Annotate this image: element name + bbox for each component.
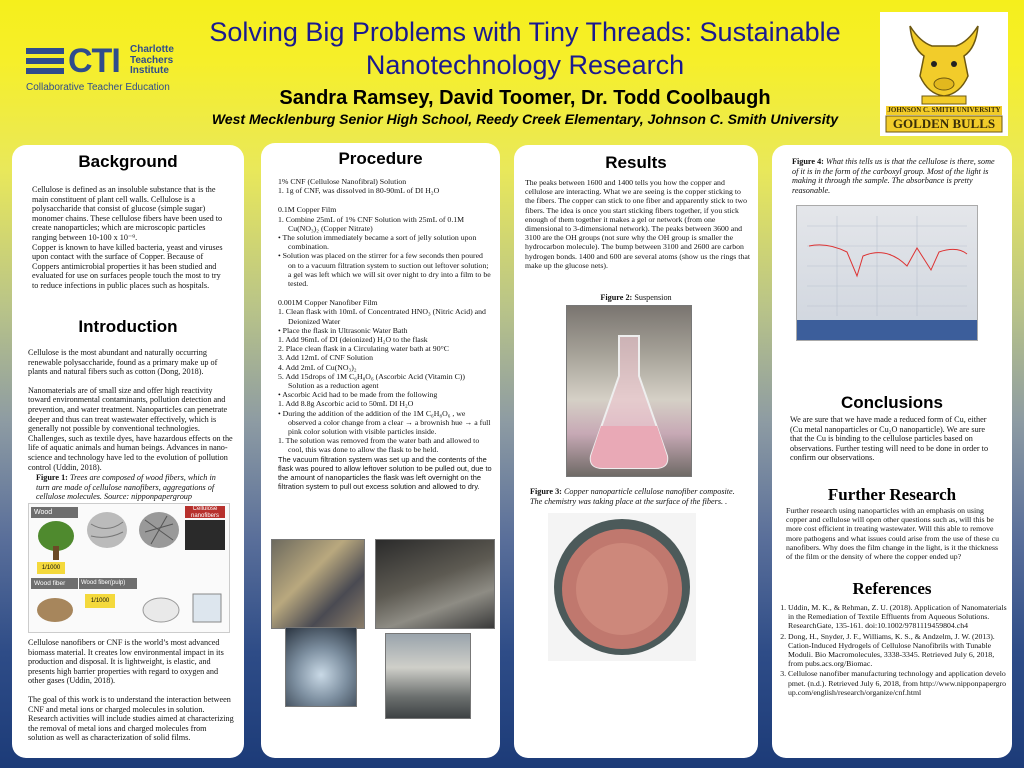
photo-stirrer-setup — [375, 539, 495, 629]
pulp-icon — [141, 594, 181, 624]
procedure-heading: Procedure — [338, 149, 423, 168]
fig1-label-pulp: Wood fiber(pulp) — [79, 578, 137, 589]
procedure-text: 1% CNF (Cellulose Nanofibral) Solution 1. 1g of CNF, was dissolved in 80-90mL of DI H₂O 0.1M Copper Film 1. Combine 25mL of 1% CNF Solution with 25mL of 0.1M Cu(NO₃)₂ (Copper Nitrate) • The solution immediately became a sort of jelly solution upon combination. • Solution was placed on the stirrer for a few seconds then poured on to a vacuum filtration system to suction out leftover solution; a gel was left which we will sit over night to dry into a film to be tested. 0.001M Copper Nanofiber Film 1. Clean flask with 10mL of Concentrated HNO₃ (Nitric Acid) and Deionized Water • Place the flask in Ultrasonic Water Bath 1. Add 96mL of DI (deionized) H₂O to the flask 2. Place clean flask in a Circulating water bath at 90°C 3. Add 12mL of CNF Solution 4. Add 2mL of Cu(NO₃)₂ 5. Add 15drops of 1M C₆H₈O₆ (Ascorbic Acid (Vitamin C)) Solution as a reduction agent • Ascorbic Acid had to be made from the following 1. Add 8.8g Ascorbic acid to 50mL DI H₂O • During the addition of the addition of the 1M C₆H₈O₆ , we observed a color change from a clear → a brownish hue → a full pink color solution with visible particles inside. 1. The solution was removed from the water bath and allowed to cool, this was done to allow the flask to be held. The vacuum filtration system was set up and the contents of the flask was poured to allow leftover solution to be pulled out, due to the amount of nanoparticles the flask was left overnight on the filtration system to pull out excess solution and allowed to dry. — [278, 177, 492, 491]
background-heading: Background — [78, 152, 178, 171]
fig1-label-wood-fiber: Wood fiber — [31, 578, 78, 589]
poster-authors: Sandra Ramsey, David Toomer, Dr. Todd Coolbaugh — [279, 87, 771, 109]
panel-background-introduction — [12, 145, 244, 758]
fibril-micrograph-icon — [137, 510, 181, 550]
bulls-university: JOHNSON C. SMITH UNIVERSITY — [887, 106, 1001, 114]
poster-affiliations: West Mecklenburg Senior High School, Reedy Creek Elementary, Johnson C. Smith University — [211, 111, 839, 127]
reference-item: 2. Dong, H., Snyder, J. F., Williams, K. S., & Andzelm, J. W. (2013). Cation-Induced Hydrogels of Cellulose Nanofibrils with Tunable Moduli. Bio Macromolecules, 3338-3345. Retrieved July 6, 2018, from pubs.acs.org/Biomac. — [788, 632, 1008, 669]
figure1-diagram — [28, 503, 230, 633]
wood-chips-icon — [35, 594, 75, 624]
flask-icon — [567, 306, 691, 476]
results-heading: Results — [605, 153, 667, 172]
fig1-label-cnf: Cellulose nanofibers — [185, 506, 225, 518]
fig1-scale-1: 1/1000 — [37, 562, 65, 574]
cnf-micrograph — [185, 520, 225, 550]
figure2-caption: Figure 2: Suspension — [600, 293, 672, 302]
golden-bulls-logo — [880, 12, 1008, 136]
photo-lab-students — [271, 539, 365, 629]
cti-stripes-icon — [26, 46, 66, 82]
photo-filtration — [385, 633, 471, 719]
cti-name: Charlotte Teachers Institute — [130, 44, 174, 76]
references-heading: References — [852, 579, 932, 598]
conclusions-text: We are sure that we have made a reduced form of Cu, either (Cu metal nanoparticles or Cu₂O nanoparticle). We are sure that the Cu is binding to the cellulose particles based on observations. Further testing will need to be done in order to confirm our observations. — [790, 415, 989, 463]
spectrum-plot-icon — [797, 206, 977, 340]
introduction-text-2: Cellulose nanofibers or CNF is the world’s most advanced biomass material. It creates low environmental impact in its production and disposal. It is lightweight, is elastic, and presents high barrier properties with regard to oxygen and other gases (Uddin, 2018). The goal of this work is to understand the interaction between CNF and metal ions or charged molecules in solution. Research activities will include studies aimed at characterizing the removal of metal ions and charged molecules from solution as well as characterization of solid films. — [28, 638, 234, 743]
further-research-heading: Further Research — [827, 485, 957, 504]
conclusions-heading: Conclusions — [840, 393, 943, 412]
poster-title: Solving Big Problems with Tiny Threads: Sustainable Nanotechnology Research — [209, 17, 841, 80]
results-text: The peaks between 1600 and 1400 tells you how the copper and cellulose are interacting. What we are seeing is the copper sticking to the fibers. The copper can stick to one fiber and apparently stick to two fibers. The idea is once you start sticking fibers together, if you stick enough of them together it makes a gel or network (from one dimensional to 3-dimensional network). The peaks between 3600 and 3100 are the OH groups (not sure why the OH group is smaller the hydrocarbon molecule). The bump between 3100 and 2600 are carbon hydrogen bonds. 1400 and 600 are several atoms (show us the rings that make up the glucose nets). — [525, 178, 750, 270]
background-text: Cellulose is defined as an insoluble substance that is the main constituent of plant cell walls. Cellulose is a polysaccharide that consist of glucose (simple sugar) monomer chains. These cellulose fibers have been used to create nanoparticles; which are microscopic particles ranging between 10-100 x 10⁻⁹. Copper is known to have killed bacteria, yeast and viruses upon contact with the surface of Copper. Because of Coppers antimicrobial properties it has been studied and evaluated for use on surfaces people touch the most to try to reduce infections in public places such as hospitals. — [32, 185, 223, 290]
bulls-team: GOLDEN BULLS — [892, 116, 996, 131]
reference-item: 1. Uddin, M. K., & Rehman, Z. U. (2018). Application of Nanomaterials in the Remediation of Textile Effluents from Aqueous Solutions. ResearchGate, 135-161. doi:10.1002/9781119459804.ch4 — [788, 603, 1008, 631]
photo-suspension-flask — [566, 305, 692, 477]
further-research-text: Further research using nanoparticles with an emphasis on using copper and cellulose will open other questions such as, will this be more cost efficient in treating wastewater. Will this able to remove more pathogens and what issues could arise from the use of these cu nanofibers. Why does the film change in the light, is it the thickness of the film or the density of where the copper ended up? — [786, 506, 1000, 562]
introduction-heading: Introduction — [78, 317, 178, 336]
panel-procedure — [261, 143, 500, 758]
cti-abbr: CTI — [68, 42, 120, 80]
photo-composite — [548, 513, 696, 661]
panel-conclusions — [772, 145, 1012, 758]
introduction-text: Cellulose is the most abundant and naturally occurring renewable polysaccharide, found as a primary make up of plants and natural fibers such as cotton (Dong, 2018). Nanomaterials are of small size and offer high reactivity toward environmental contaminants, pollution detection and prevention, and water treatment. Nanoparticles can penetrate deeper and thus can treat wastewater effectively, which is generally not possible by conventional technologies. Challenges, such as textile dyes, have hazardous effects on the life of aquatic animals and human beings. Advances in nano-science and technology have led to the evolution of pollution control (Uddin, 2018). — [28, 348, 233, 472]
cnf-product-icon — [189, 590, 225, 626]
figure4-caption: Figure 4: What this tells us is that the cellulose is there, some of it is in the form of the carboxyl group. Most of the light is making it through the sample. The absorbance is pretty reasonable. — [792, 157, 995, 195]
fig1-label-wood: Wood — [31, 507, 78, 518]
tree-icon — [33, 520, 79, 560]
fig1-scale-2: 1/1000 — [85, 594, 115, 608]
photo-beaker — [285, 627, 357, 707]
figure4-spectrum-photo — [796, 205, 978, 341]
references-list — [776, 603, 1008, 698]
composite-disc-icon — [548, 513, 696, 661]
reference-item: 3. Cellulose nanofiber manufacturing technology and application developmet. (n.d.). Retrieved July 6, 2018, from http://www.nipponpapergroup.com/english/research/organize/cnf.html — [788, 669, 1008, 697]
cti-tagline: Collaborative Teacher Education — [26, 82, 170, 93]
figure1-caption: Figure 1: Trees are composed of wood fibers, which in turn are made of cellulose nanofibers, aggregations of cellulose molecules. Source: nipponpapergroup — [36, 473, 216, 502]
figure3-caption: Figure 3: Copper nanoparticle cellulose nanofiber composite. The chemistry was taking place at the surface of the fibers. . — [530, 487, 735, 506]
wood-fiber-micrograph-icon — [85, 510, 129, 550]
panel-results — [514, 145, 758, 758]
cti-logo — [22, 42, 192, 98]
